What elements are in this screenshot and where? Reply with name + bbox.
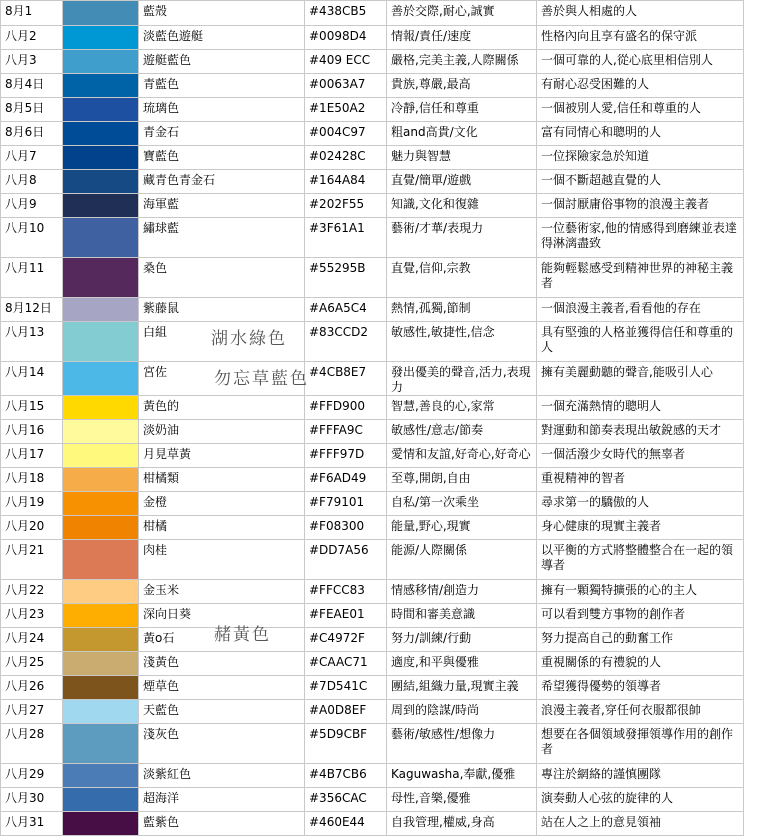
color-swatch bbox=[63, 194, 139, 218]
traits-cell: 努力/訓練/行動 bbox=[387, 628, 537, 652]
hex-code-cell: #F08300 bbox=[305, 516, 387, 540]
hex-code-cell: #356CAC bbox=[305, 788, 387, 812]
date-cell: 八月17 bbox=[1, 444, 63, 468]
description-cell: 一個可靠的人,從心底里相信別人 bbox=[537, 50, 744, 74]
color-swatch bbox=[63, 516, 139, 540]
hex-code-cell: #FFFA9C bbox=[305, 420, 387, 444]
traits-cell: 粗and高貴/文化 bbox=[387, 122, 537, 146]
color-name-cell: 宮佐 bbox=[139, 362, 305, 396]
date-cell: 八月24 bbox=[1, 628, 63, 652]
traits-cell: 發出優美的聲音,活力,表現力 bbox=[387, 362, 537, 396]
hex-code-cell: #438CB5 bbox=[305, 1, 387, 26]
color-swatch bbox=[63, 700, 139, 724]
description-cell: 一位探險家急於知道 bbox=[537, 146, 744, 170]
table-row bbox=[1, 362, 744, 396]
traits-cell: 直覺/簡單/遊戲 bbox=[387, 170, 537, 194]
color-name-cell: 繡球藍 bbox=[139, 218, 305, 258]
traits-cell: 藝術/敏感性/想像力 bbox=[387, 724, 537, 764]
description-cell: 站在人之上的意見領袖 bbox=[537, 812, 744, 836]
color-swatch bbox=[63, 724, 139, 764]
color-swatch bbox=[63, 468, 139, 492]
color-name-cell: 金橙 bbox=[139, 492, 305, 516]
traits-cell: Kaguwasha,奉獻,優雅 bbox=[387, 764, 537, 788]
color-name-cell: 超海洋 bbox=[139, 788, 305, 812]
color-swatch bbox=[63, 652, 139, 676]
description-cell: 性格內向且享有盛名的保守派 bbox=[537, 26, 744, 50]
date-cell: 八月3 bbox=[1, 50, 63, 74]
hex-code-cell: #409 ECC bbox=[305, 50, 387, 74]
color-swatch bbox=[63, 540, 139, 580]
date-cell: 八月15 bbox=[1, 396, 63, 420]
hex-code-cell: #004C97 bbox=[305, 122, 387, 146]
color-name-cell: 遊艇藍色 bbox=[139, 50, 305, 74]
color-swatch bbox=[63, 50, 139, 74]
traits-cell: 自私/第一次乘坐 bbox=[387, 492, 537, 516]
color-name-cell: 柑橘類 bbox=[139, 468, 305, 492]
color-name-cell: 桑色 bbox=[139, 258, 305, 298]
table-row bbox=[1, 812, 744, 836]
traits-cell: 自我管理,權威,身高 bbox=[387, 812, 537, 836]
description-cell: 重視關係的有禮貌的人 bbox=[537, 652, 744, 676]
description-cell: 善於與人相處的人 bbox=[537, 1, 744, 26]
description-cell: 擁有美麗動聽的聲音,能吸引人心 bbox=[537, 362, 744, 396]
table-row bbox=[1, 218, 744, 258]
hex-code-cell: #FEAE01 bbox=[305, 604, 387, 628]
date-cell: 八月30 bbox=[1, 788, 63, 812]
traits-cell: 貴族,尊嚴,最高 bbox=[387, 74, 537, 98]
description-cell: 想要在各個領域發揮領導作用的創作者 bbox=[537, 724, 744, 764]
table-row bbox=[1, 516, 744, 540]
color-name-cell: 寶藍色 bbox=[139, 146, 305, 170]
color-name-cell: 藍紫色 bbox=[139, 812, 305, 836]
table-row bbox=[1, 194, 744, 218]
date-cell: 八月16 bbox=[1, 420, 63, 444]
hex-code-cell: #4B7CB6 bbox=[305, 764, 387, 788]
date-cell: 八月9 bbox=[1, 194, 63, 218]
table-row bbox=[1, 420, 744, 444]
table-row bbox=[1, 1, 744, 26]
date-cell: 8月6日 bbox=[1, 122, 63, 146]
color-swatch bbox=[63, 812, 139, 836]
traits-cell: 善於交際,耐心,誠實 bbox=[387, 1, 537, 26]
color-swatch bbox=[63, 362, 139, 396]
hex-code-cell: #0098D4 bbox=[305, 26, 387, 50]
traits-cell: 能源/人際關係 bbox=[387, 540, 537, 580]
table-row bbox=[1, 26, 744, 50]
description-cell: 一位藝術家,他的情感得到磨練並表達得淋漓盡致 bbox=[537, 218, 744, 258]
traits-cell: 熱情,孤獨,節制 bbox=[387, 298, 537, 322]
color-name-cell: 肉桂 bbox=[139, 540, 305, 580]
date-cell: 八月26 bbox=[1, 676, 63, 700]
date-cell: 八月11 bbox=[1, 258, 63, 298]
color-swatch bbox=[63, 444, 139, 468]
color-swatch bbox=[63, 218, 139, 258]
color-name-cell: 青金石 bbox=[139, 122, 305, 146]
date-cell: 八月22 bbox=[1, 580, 63, 604]
description-cell: 一個充滿熱情的聰明人 bbox=[537, 396, 744, 420]
hex-code-cell: #A0D8EF bbox=[305, 700, 387, 724]
description-cell: 一個活潑少女時代的無辜者 bbox=[537, 444, 744, 468]
hex-code-cell: #164A84 bbox=[305, 170, 387, 194]
table-row bbox=[1, 50, 744, 74]
table-row bbox=[1, 98, 744, 122]
traits-cell: 敏感性,敏捷性,信念 bbox=[387, 322, 537, 362]
hex-code-cell: #7D541C bbox=[305, 676, 387, 700]
traits-cell: 愛情和友誼,好奇心,好奇心 bbox=[387, 444, 537, 468]
date-cell: 八月25 bbox=[1, 652, 63, 676]
overlay-note: 湖水綠色 bbox=[211, 329, 287, 349]
color-name-cell: 月見草黃 bbox=[139, 444, 305, 468]
description-cell: 擁有一顆獨特擴張的心的主人 bbox=[537, 580, 744, 604]
table-row bbox=[1, 468, 744, 492]
description-cell: 希望獲得優勢的領導者 bbox=[537, 676, 744, 700]
date-cell: 8月12日 bbox=[1, 298, 63, 322]
hex-code-cell: #02428C bbox=[305, 146, 387, 170]
color-name-cell: 深向日葵 bbox=[139, 604, 305, 628]
description-cell: 重視精神的智者 bbox=[537, 468, 744, 492]
table-row bbox=[1, 444, 744, 468]
color-name-cell: 黃色的 bbox=[139, 396, 305, 420]
hex-code-cell: #DD7A56 bbox=[305, 540, 387, 580]
color-name-cell: 柑橘 bbox=[139, 516, 305, 540]
date-cell: 八月14 bbox=[1, 362, 63, 396]
color-name-cell: 藍殼 bbox=[139, 1, 305, 26]
description-cell: 演奏動人心弦的旋律的人 bbox=[537, 788, 744, 812]
description-cell: 身心健康的現實主義者 bbox=[537, 516, 744, 540]
color-name-cell: 紫藤鼠 bbox=[139, 298, 305, 322]
color-swatch bbox=[63, 604, 139, 628]
color-swatch bbox=[63, 492, 139, 516]
description-cell: 可以看到雙方事物的創作者 bbox=[537, 604, 744, 628]
description-cell: 有耐心忍受困難的人 bbox=[537, 74, 744, 98]
color-name-cell: 青藍色 bbox=[139, 74, 305, 98]
description-cell: 能夠輕鬆感受到精神世界的神秘主義者 bbox=[537, 258, 744, 298]
color-swatch bbox=[63, 298, 139, 322]
hex-code-cell: #83CCD2 bbox=[305, 322, 387, 362]
table-row bbox=[1, 74, 744, 98]
date-cell: 八月8 bbox=[1, 170, 63, 194]
date-cell: 八月20 bbox=[1, 516, 63, 540]
description-cell: 富有同情心和聰明的人 bbox=[537, 122, 744, 146]
color-swatch bbox=[63, 396, 139, 420]
table-row bbox=[1, 676, 744, 700]
traits-cell: 團結,組織力量,現實主義 bbox=[387, 676, 537, 700]
table-row bbox=[1, 628, 744, 652]
description-cell: 尋求第一的驕傲的人 bbox=[537, 492, 744, 516]
color-name-cell: 淡奶油 bbox=[139, 420, 305, 444]
date-cell: 八月2 bbox=[1, 26, 63, 50]
description-cell: 一個被別人愛,信任和尊重的人 bbox=[537, 98, 744, 122]
table-row bbox=[1, 396, 744, 420]
traits-cell: 能量,野心,現實 bbox=[387, 516, 537, 540]
color-name-cell: 淡藍色遊艇 bbox=[139, 26, 305, 50]
traits-cell: 魅力與智慧 bbox=[387, 146, 537, 170]
date-cell: 八月19 bbox=[1, 492, 63, 516]
color-name-cell: 琉璃色 bbox=[139, 98, 305, 122]
color-name-cell: 黃o石 bbox=[139, 628, 305, 652]
traits-cell: 冷靜,信任和尊重 bbox=[387, 98, 537, 122]
date-cell: 八月28 bbox=[1, 724, 63, 764]
color-swatch bbox=[63, 764, 139, 788]
description-cell: 一個浪漫主義者,看看他的存在 bbox=[537, 298, 744, 322]
color-name-cell: 淺黃色 bbox=[139, 652, 305, 676]
description-cell: 努力提高自己的動奮工作 bbox=[537, 628, 744, 652]
table-row bbox=[1, 652, 744, 676]
traits-cell: 知識,文化和復雜 bbox=[387, 194, 537, 218]
table-row bbox=[1, 724, 744, 764]
hex-code-cell: #C4972F bbox=[305, 628, 387, 652]
description-cell: 浪漫主義者,穿任何衣服都很帥 bbox=[537, 700, 744, 724]
color-name-cell: 淺灰色 bbox=[139, 724, 305, 764]
date-cell: 八月18 bbox=[1, 468, 63, 492]
table-row bbox=[1, 170, 744, 194]
traits-cell: 母性,音樂,優雅 bbox=[387, 788, 537, 812]
table-row bbox=[1, 540, 744, 580]
hex-code-cell: #FFCC83 bbox=[305, 580, 387, 604]
table-row bbox=[1, 258, 744, 298]
traits-cell: 情報/責任/速度 bbox=[387, 26, 537, 50]
table-row bbox=[1, 122, 744, 146]
color-swatch bbox=[63, 676, 139, 700]
date-cell: 八月31 bbox=[1, 812, 63, 836]
hex-code-cell: #CAAC71 bbox=[305, 652, 387, 676]
table-row bbox=[1, 580, 744, 604]
traits-cell: 嚴格,完美主義,人際關係 bbox=[387, 50, 537, 74]
date-cell: 八月21 bbox=[1, 540, 63, 580]
hex-code-cell: #202F55 bbox=[305, 194, 387, 218]
hex-code-cell: #3F61A1 bbox=[305, 218, 387, 258]
traits-cell: 敏感性/意志/節奏 bbox=[387, 420, 537, 444]
hex-code-cell: #5D9CBF bbox=[305, 724, 387, 764]
traits-cell: 直覺,信仰,宗教 bbox=[387, 258, 537, 298]
description-cell: 以平衡的方式將整體整合在一起的領導者 bbox=[537, 540, 744, 580]
color-swatch bbox=[63, 74, 139, 98]
overlay-note: 赭黃色 bbox=[214, 625, 271, 645]
color-swatch bbox=[63, 26, 139, 50]
color-swatch bbox=[63, 146, 139, 170]
date-cell: 八月29 bbox=[1, 764, 63, 788]
traits-cell: 時間和審美意識 bbox=[387, 604, 537, 628]
hex-code-cell: #FFF97D bbox=[305, 444, 387, 468]
description-cell: 具有堅強的人格並獲得信任和尊重的人 bbox=[537, 322, 744, 362]
date-cell: 八月10 bbox=[1, 218, 63, 258]
traits-cell: 周到的陰謀/時尚 bbox=[387, 700, 537, 724]
table-row bbox=[1, 146, 744, 170]
date-cell: 八月7 bbox=[1, 146, 63, 170]
color-swatch bbox=[63, 420, 139, 444]
color-name-cell: 天藍色 bbox=[139, 700, 305, 724]
color-swatch bbox=[63, 322, 139, 362]
color-name-cell: 淡紫紅色 bbox=[139, 764, 305, 788]
color-swatch bbox=[63, 258, 139, 298]
hex-code-cell: #55295B bbox=[305, 258, 387, 298]
color-swatch bbox=[63, 580, 139, 604]
table-row bbox=[1, 604, 744, 628]
color-name-cell: 藏青色青金石 bbox=[139, 170, 305, 194]
description-cell: 一個不斷超越直覺的人 bbox=[537, 170, 744, 194]
hex-code-cell: #A6A5C4 bbox=[305, 298, 387, 322]
date-cell: 8月1 bbox=[1, 1, 63, 26]
traits-cell: 藝術/才華/表現力 bbox=[387, 218, 537, 258]
description-cell: 一個討厭庸俗事物的浪漫主義者 bbox=[537, 194, 744, 218]
color-name-cell: 海軍藍 bbox=[139, 194, 305, 218]
date-cell: 8月5日 bbox=[1, 98, 63, 122]
hex-code-cell: #F6AD49 bbox=[305, 468, 387, 492]
date-cell: 八月13 bbox=[1, 322, 63, 362]
table-row bbox=[1, 298, 744, 322]
hex-code-cell: #FFD900 bbox=[305, 396, 387, 420]
color-name-cell: 白組 bbox=[139, 322, 305, 362]
color-swatch bbox=[63, 628, 139, 652]
table-row bbox=[1, 322, 744, 362]
description-cell: 對運動和節奏表現出敏銳感的天才 bbox=[537, 420, 744, 444]
color-swatch bbox=[63, 788, 139, 812]
date-cell: 八月23 bbox=[1, 604, 63, 628]
traits-cell: 智慧,善良的心,家常 bbox=[387, 396, 537, 420]
description-cell: 專注於網絡的謹慎團隊 bbox=[537, 764, 744, 788]
traits-cell: 適度,和平與優雅 bbox=[387, 652, 537, 676]
color-swatch bbox=[63, 122, 139, 146]
hex-code-cell: #460E44 bbox=[305, 812, 387, 836]
table-row bbox=[1, 492, 744, 516]
color-swatch bbox=[63, 170, 139, 194]
color-name-cell: 金玉米 bbox=[139, 580, 305, 604]
color-swatch bbox=[63, 1, 139, 26]
hex-code-cell: #1E50A2 bbox=[305, 98, 387, 122]
overlay-note: 勿忘草藍色 bbox=[214, 369, 309, 389]
hex-code-cell: #4CB8E7 bbox=[305, 362, 387, 396]
color-name-cell: 煙草色 bbox=[139, 676, 305, 700]
color-swatch bbox=[63, 98, 139, 122]
hex-code-cell: #F79101 bbox=[305, 492, 387, 516]
date-cell: 八月27 bbox=[1, 700, 63, 724]
table-row bbox=[1, 788, 744, 812]
table-row bbox=[1, 764, 744, 788]
hex-code-cell: #0063A7 bbox=[305, 74, 387, 98]
traits-cell: 情感移情/創造力 bbox=[387, 580, 537, 604]
table-row bbox=[1, 700, 744, 724]
date-cell: 8月4日 bbox=[1, 74, 63, 98]
traits-cell: 至尊,開朗,自由 bbox=[387, 468, 537, 492]
